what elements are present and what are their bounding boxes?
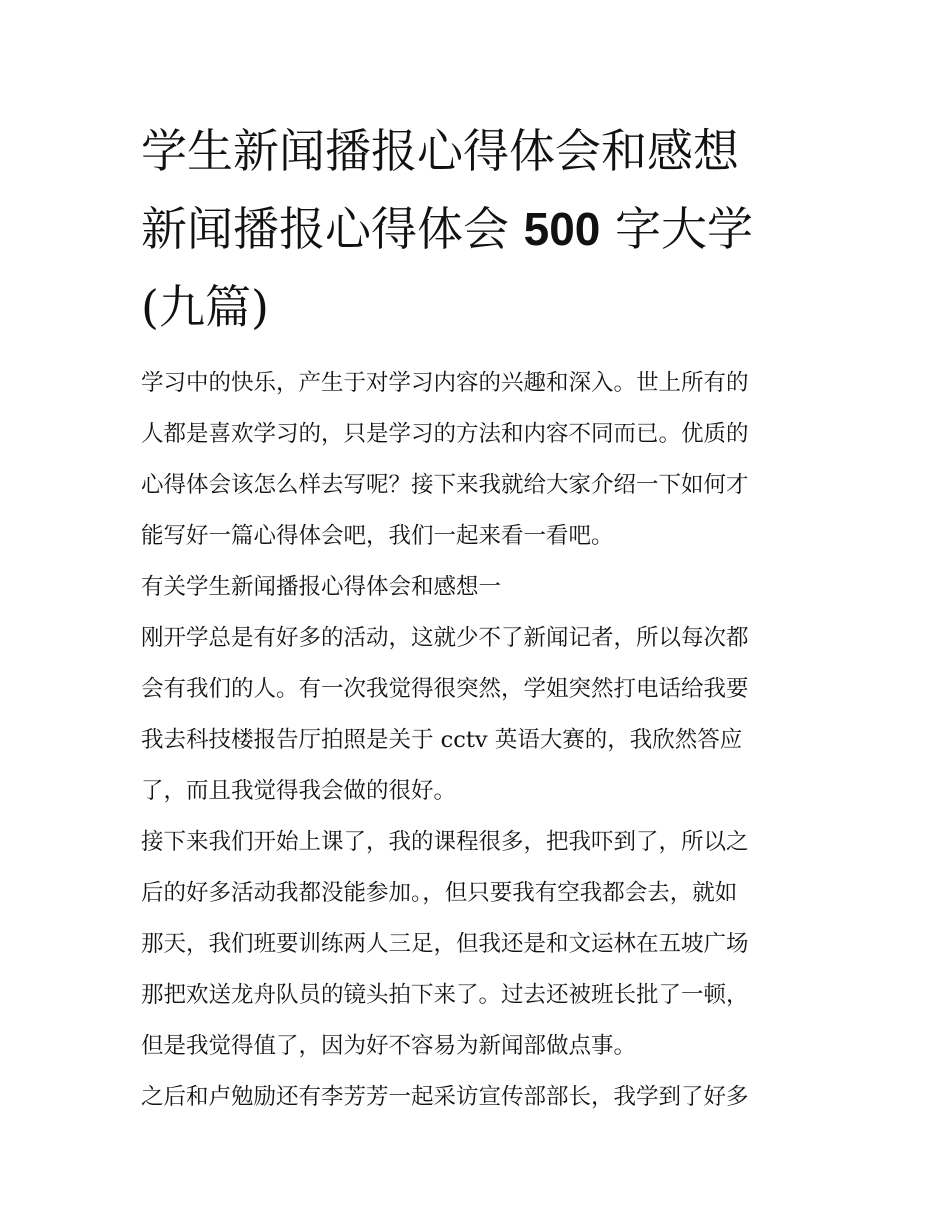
body-line: 能写好一篇心得体会吧，我们一起来看一看吧。	[141, 523, 614, 549]
body-line: 心得体会该怎么样去写呢？接下来我就给大家介绍一下如何才	[141, 472, 749, 498]
body-line: 之后和卢勉励还有李芳芳一起采访宣传部部长，我学到了好多	[141, 1084, 749, 1110]
body-line: 了，而且我觉得我会做的很好。	[141, 778, 457, 804]
body-line: 但是我觉得值了，因为好不容易为新闻部做点事。	[141, 1033, 637, 1059]
body-line: 后的好多活动我都没能参加。，但只要我有空我都会去，就如	[141, 880, 738, 906]
body-line: 人都是喜欢学习的，只是学习的方法和内容不同而已。优质的	[141, 421, 749, 447]
body-line: 我去科技楼报告厅拍照是关于 cctv 英语大赛的，我欣然答应	[141, 727, 743, 753]
title-line-3: (九篇)	[141, 280, 269, 334]
body-line: 接下来我们开始上课了，我的课程很多，把我吓到了，所以之	[141, 829, 749, 855]
body-line: 会有我们的人。有一次我觉得很突然，学姐突然打电话给我要	[141, 676, 749, 702]
body-line: 刚开学总是有好多的活动，这就少不了新闻记者，所以每次都	[141, 625, 749, 651]
document-page	[141, 112, 813, 1123]
title-number: 500	[523, 203, 601, 255]
body-line: 那天，我们班要训练两人三足，但我还是和文运林在五坡广场	[141, 931, 749, 957]
body-line: 那把欢送龙舟队员的镜头拍下来了。过去还被班长批了一顿，	[141, 982, 749, 1008]
document-body	[141, 358, 813, 1123]
title-text-b: 字大学	[615, 202, 753, 256]
title-line-2	[141, 190, 813, 268]
title-text-a: 新闻播报心得体会	[141, 202, 509, 256]
body-line: 学习中的快乐，产生于对学习内容的兴趣和深入。世上所有的	[141, 370, 749, 396]
title-line-1: 学生新闻播报心得体会和感想	[141, 124, 739, 178]
document-title	[141, 112, 813, 346]
section-heading: 有关学生新闻播报心得体会和感想一	[141, 574, 502, 600]
